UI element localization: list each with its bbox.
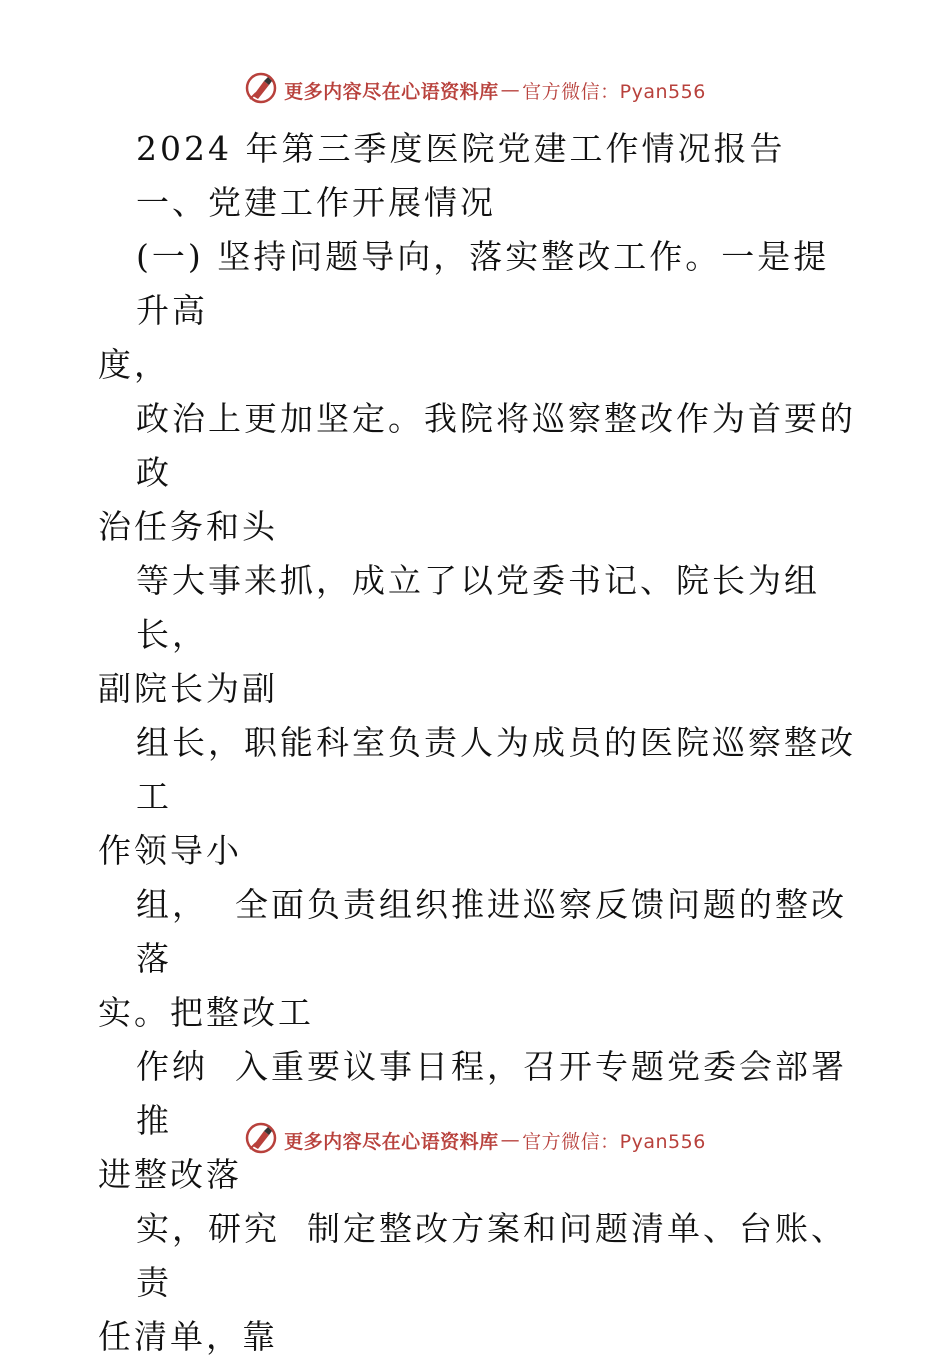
banner-handle: 官方微信：Pyan556 [522, 80, 706, 103]
pen-nib-icon [244, 1121, 278, 1160]
banner-separator: — [500, 79, 521, 101]
paragraph-line-wrap: 作领导小 [98, 831, 242, 870]
paragraph-line-wrap: 任清单，靠 [98, 1317, 278, 1356]
paragraph-line-wrap: 实。把整改工 [98, 993, 314, 1032]
section-heading: 一、党建工作开展情况 [136, 183, 496, 222]
footer-banner [0, 1120, 950, 1160]
paragraph-line-wrap: 进整改落 [98, 1155, 242, 1194]
banner-text: 更多内容尽在心语资料库 [284, 80, 499, 103]
document-body [98, 122, 858, 1364]
paragraph-line: (一) 坚持问题导向，落实整改工作。一是提升高 [136, 237, 830, 330]
paragraph-line: 政治上更加坚定。我院将巡察整改作为首要的政 [136, 399, 856, 492]
paragraph-line-wrap: 治任务和头 [98, 507, 278, 546]
paragraph-line-wrap: 副院长为副 [98, 669, 278, 708]
banner-text: 更多内容尽在心语资料库 [284, 1130, 499, 1153]
pen-nib-icon [244, 71, 278, 110]
paragraph-line: 组， 全面负责组织推进巡察反馈问题的整改落 [136, 885, 847, 978]
paragraph-line: 实，研究 制定整改方案和问题清单、台账、责 [136, 1209, 847, 1302]
document-title: 2024 年第三季度医院党建工作情况报告 [136, 129, 786, 168]
paragraph-line: 等大事来抓，成立了以党委书记、院长为组长， [136, 561, 820, 654]
paragraph-line: 作纳 入重要议事日程，召开专题党委会部署推 [136, 1047, 847, 1140]
paragraph-line: 组长，职能科室负责人为成员的医院巡察整改工 [136, 723, 856, 816]
paragraph-line-wrap: 度， [98, 345, 170, 384]
banner-handle: 官方微信：Pyan556 [522, 1130, 706, 1153]
banner-separator: — [500, 1129, 521, 1151]
header-banner [0, 70, 950, 110]
